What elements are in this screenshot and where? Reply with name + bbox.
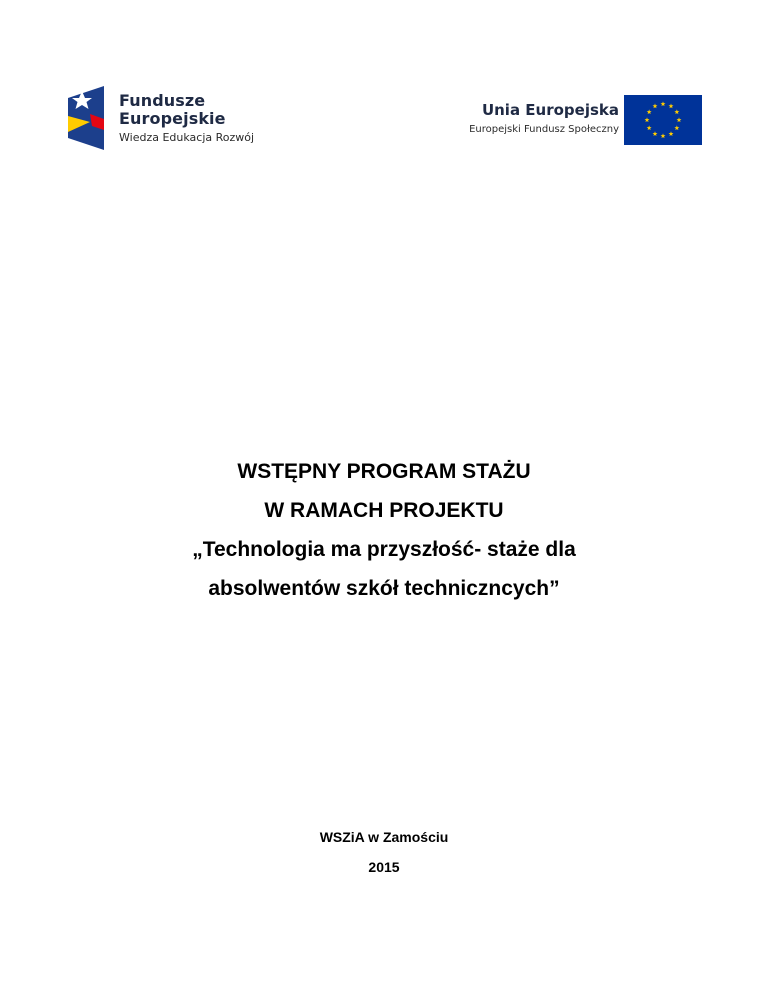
unia-europejska-logo	[440, 95, 705, 145]
eu-logo-title: Unia Europejska	[481, 101, 619, 119]
fe-logo-tagline: Wiedza Edukacja Rozwój	[119, 131, 255, 144]
fundusze-europejskie-emblem-icon	[68, 86, 108, 150]
institution-name: WSZiA w Zamościu	[319, 829, 449, 845]
fe-logo-line1: Fundusze	[119, 91, 206, 110]
eu-logo-subtitle: Europejski Fundusz Społeczny	[469, 124, 619, 135]
title-line-3: „Technologia ma przyszłość- staże dla	[192, 538, 576, 561]
title-line-2: W RAMACH PROJEKTU	[264, 499, 504, 522]
unia-europejska-wordmark	[469, 101, 619, 138]
document-footer	[0, 822, 768, 882]
fe-logo-line2: Europejskie	[119, 109, 226, 128]
eu-flag-icon	[624, 95, 702, 145]
fundusze-europejskie-logo	[68, 86, 278, 150]
fundusze-europejskie-wordmark	[119, 92, 254, 146]
title-line-4: absolwentów szkół techniczncych”	[208, 577, 560, 600]
document-title	[0, 452, 768, 608]
page-header	[0, 0, 768, 160]
title-line-1: WSTĘPNY PROGRAM STAŻU	[237, 460, 531, 483]
document-year: 2015	[368, 859, 400, 875]
